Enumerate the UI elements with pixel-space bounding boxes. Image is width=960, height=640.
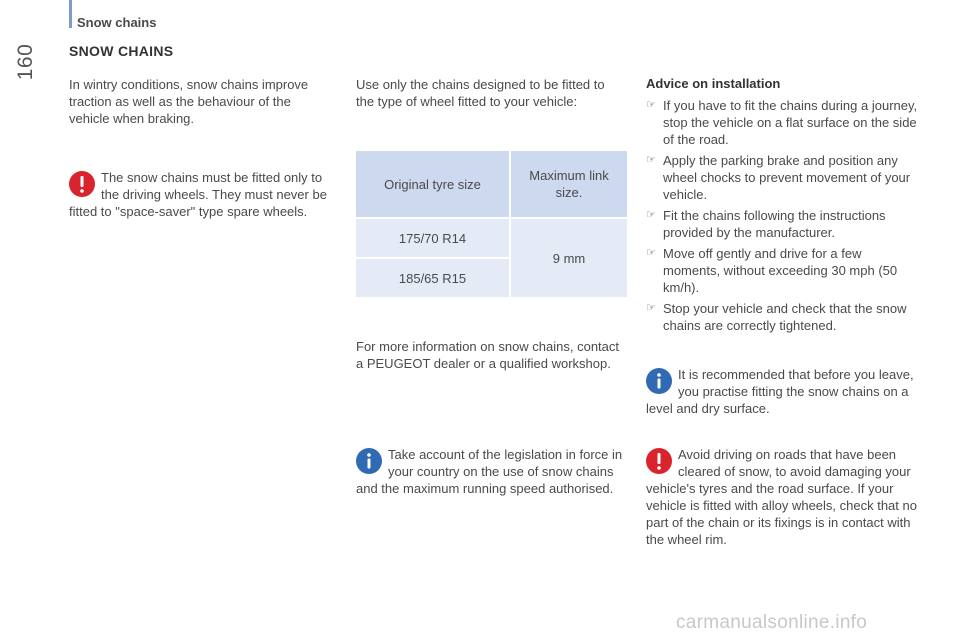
- warning-note-driving-wheels: [69, 169, 341, 220]
- section-title: Snow chains: [77, 15, 157, 30]
- warning-icon: [646, 448, 672, 474]
- info-note-practise: [646, 366, 918, 417]
- arrow-bullet-icon: ☞: [646, 209, 656, 221]
- chains-usage-paragraph: Use only the chains designed to be fitted to the type of wheel fitted to your vehicle:: [356, 77, 605, 109]
- warning-icon: [69, 171, 95, 197]
- table-cell-tyre-size: 175/70 R14: [356, 218, 510, 258]
- page-title: SNOW CHAINS: [69, 43, 174, 59]
- table-header-tyre-size: Original tyre size: [356, 151, 510, 218]
- advice-heading: Advice on installation: [646, 76, 781, 91]
- info-icon: [356, 448, 382, 474]
- info-note-legislation: [356, 446, 628, 497]
- arrow-bullet-icon: ☞: [646, 154, 656, 166]
- table-cell-tyre-size: 185/65 R15: [356, 258, 510, 297]
- page-number: 160: [14, 43, 37, 81]
- list-item: ☞ Fit the chains following the instructions provided by the manufacturer.: [646, 208, 886, 240]
- warning-text: Avoid driving on roads that have been cleared of snow, to avoid damaging your vehicle's tyres and the road surface. If your vehicle is fitted with alloy wheels, check that no part of the chain or its fixings is in contact with the wheel rim.: [646, 447, 917, 547]
- info-text: It is recommended that before you leave, you practise fitting the snow chains on a level and dry surface.: [646, 367, 914, 416]
- list-item: ☞ Move off gently and drive for a few moments, without exceeding 30 mph (50 km/h).: [646, 246, 898, 295]
- warning-note-cleared-roads: [646, 446, 921, 548]
- intro-paragraph: In wintry conditions, snow chains improve traction as well as the behaviour of the vehicle when braking.: [69, 77, 309, 126]
- arrow-bullet-icon: ☞: [646, 99, 656, 111]
- table-header-link-size: Maximum link size.: [510, 151, 627, 218]
- section-accent-bar: [69, 0, 72, 28]
- table-header-row: [356, 151, 627, 218]
- chain-size-table: [356, 151, 627, 297]
- list-item: ☞ Stop your vehicle and check that the snow chains are correctly tightened.: [646, 301, 907, 333]
- arrow-bullet-icon: ☞: [646, 247, 656, 259]
- list-item: ☞ Apply the parking brake and position any wheel chocks to prevent movement of your vehicle.: [646, 153, 911, 202]
- watermark: carmanualsonline.info: [676, 612, 868, 633]
- list-item: ☞ If you have to fit the chains during a journey, stop the vehicle on a flat surface on the side of the road.: [646, 98, 918, 147]
- more-info-paragraph: For more information on snow chains, contact a PEUGEOT dealer or a qualified workshop.: [356, 339, 620, 371]
- table-row: [356, 218, 627, 258]
- arrow-bullet-icon: ☞: [646, 302, 656, 314]
- table-cell-link-size: 9 mm: [510, 218, 627, 297]
- warning-text: The snow chains must be fitted only to the driving wheels. They must never be fitted to "space-saver" type spare wheels.: [69, 170, 327, 219]
- advice-list: [646, 97, 921, 338]
- info-icon: [646, 368, 672, 394]
- info-text: Take account of the legislation in force in your country on the use of snow chains and the maximum running speed authorised.: [356, 447, 623, 496]
